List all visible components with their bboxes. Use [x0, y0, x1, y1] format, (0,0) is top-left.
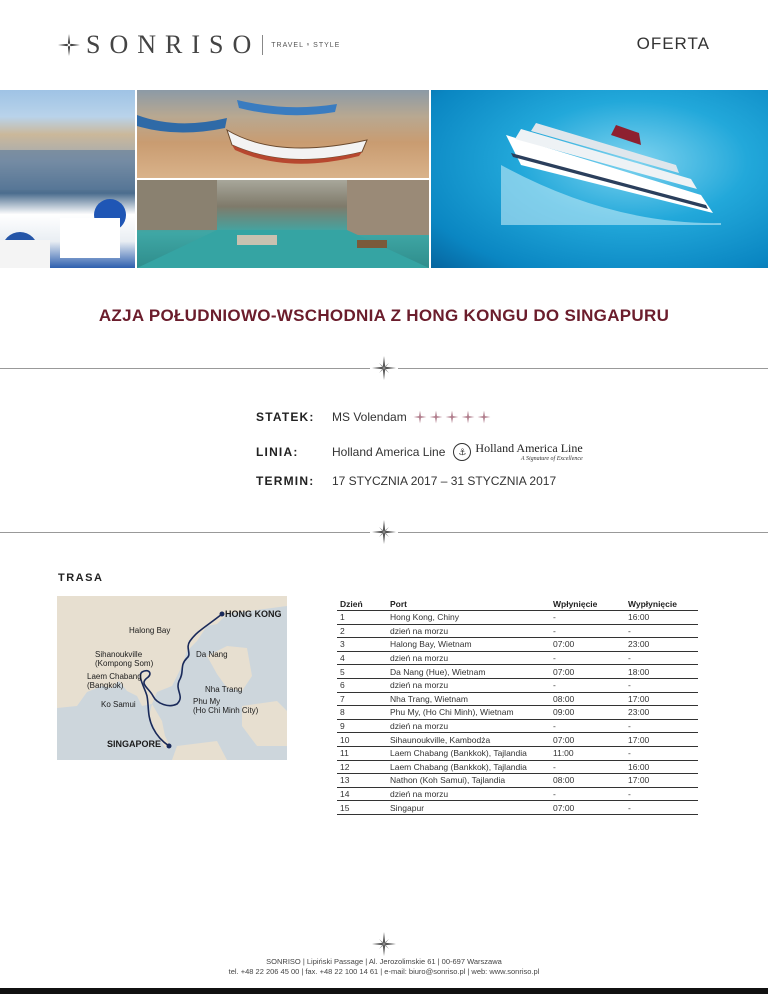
table-row — [337, 651, 698, 665]
day-cell: 2 — [337, 624, 387, 638]
day-cell: 12 — [337, 760, 387, 774]
departure-cell: - — [625, 746, 698, 760]
departure-cell: 16:00 — [625, 760, 698, 774]
holland-america-emblem-icon: ⚓ — [453, 443, 471, 461]
port-cell: dzień na morzu — [387, 651, 550, 665]
star-icon — [429, 410, 443, 424]
port-cell: Da Nang (Hue), Wietnam — [387, 665, 550, 679]
port-cell: Phu My, (Ho Chi Minh), Wietnam — [387, 706, 550, 720]
table-row — [337, 692, 698, 706]
table-row — [337, 760, 698, 774]
section-divider — [0, 354, 768, 384]
cruise-ship-photo — [431, 90, 768, 268]
departure-cell: - — [625, 801, 698, 815]
map-label-phu-my: Phu My — [193, 697, 221, 706]
map-label-kompong-som: (Kompong Som) — [95, 659, 154, 668]
logo-line-slogan: A Signature of Excellence — [520, 456, 583, 462]
departure-cell: - — [625, 787, 698, 801]
brand-tagline: TRAVEL ⁿ STYLE — [271, 41, 341, 49]
table-row — [337, 774, 698, 788]
itinerary-table — [337, 597, 698, 815]
day-cell: 10 — [337, 733, 387, 747]
table-row — [337, 719, 698, 733]
map-label-sihanoukville: Sihanoukville — [95, 650, 143, 659]
logo-line-name: Holland America Line — [475, 441, 583, 455]
map-label-laem-chabang: Laem Chabang — [87, 672, 142, 681]
ship-row — [256, 410, 676, 424]
term-label: TERMIN: — [256, 474, 315, 488]
column-header: Wypłynięcie — [628, 598, 677, 609]
table-row — [337, 733, 698, 747]
arrival-cell: 07:00 — [550, 638, 625, 652]
map-label-hong-kong: HONG KONG — [225, 609, 282, 619]
bottom-bar — [0, 988, 768, 994]
arrival-cell: 09:00 — [550, 706, 625, 720]
day-cell: 14 — [337, 787, 387, 801]
port-cell: dzień na morzu — [387, 624, 550, 638]
compass-star-icon — [372, 932, 396, 956]
term-value: 17 STYCZNIA 2017 – 31 STYCZNIA 2017 — [332, 474, 557, 488]
departure-cell: 17:00 — [625, 774, 698, 788]
map-label-halong: Halong Bay — [129, 626, 171, 635]
day-cell: 7 — [337, 692, 387, 706]
map-label-singapore: SINGAPORE — [107, 739, 162, 749]
route-map — [57, 596, 287, 760]
departure-cell: 23:00 — [625, 638, 698, 652]
star-icon — [445, 410, 459, 424]
compass-star-icon — [372, 356, 396, 380]
star-icon — [413, 410, 427, 424]
footer-address: SONRISO | Lipiński Passage | Al. Jerozolimskie 61 | 00-697 Warszawa — [266, 957, 502, 966]
port-cell: dzień na morzu — [387, 787, 550, 801]
departure-cell: - — [625, 719, 698, 733]
table-row — [337, 665, 698, 679]
arrival-cell: - — [550, 651, 625, 665]
port-cell: Nathon (Koh Samui), Tajlandia — [387, 774, 550, 788]
line-value — [332, 442, 583, 462]
departure-cell: 17:00 — [625, 692, 698, 706]
day-cell: 9 — [337, 719, 387, 733]
departure-cell: - — [625, 651, 698, 665]
day-cell: 3 — [337, 638, 387, 652]
departure-cell: 16:00 — [625, 611, 698, 625]
port-cell: dzień na morzu — [387, 678, 550, 692]
star-icon — [477, 410, 491, 424]
boats-on-beach-photo — [137, 90, 429, 178]
port-cell: Nha Trang, Wietnam — [387, 692, 550, 706]
day-cell: 4 — [337, 651, 387, 665]
table-row — [337, 678, 698, 692]
section-divider — [0, 518, 768, 548]
column-header: Dzień — [340, 598, 363, 609]
departure-cell: 18:00 — [625, 665, 698, 679]
footer-contact: tel. +48 22 206 45 00 | fax. +48 22 100 14 61 | e-mail: biuro@sonriso.pl | web: www.sonriso.pl — [228, 967, 540, 976]
arrival-cell: 07:00 — [550, 801, 625, 815]
star-icon — [461, 410, 475, 424]
term-row — [256, 474, 676, 488]
arrival-cell: 08:00 — [550, 774, 625, 788]
compass-star-icon — [372, 520, 396, 544]
arrival-cell: - — [550, 678, 625, 692]
port-cell: Singapur — [387, 801, 550, 815]
departure-cell: - — [625, 624, 698, 638]
line-label: LINIA: — [256, 445, 299, 459]
table-row — [337, 746, 698, 760]
map-label-da-nang: Da Nang — [196, 650, 228, 659]
day-cell: 11 — [337, 746, 387, 760]
departure-cell: - — [625, 678, 698, 692]
arrival-cell: - — [550, 719, 625, 733]
logo-separator — [262, 35, 263, 55]
page-title: AZJA POŁUDNIOWO-WSCHODNIA Z HONG KONGU DO SINGAPURU — [98, 306, 670, 325]
port-cell: Laem Chabang (Bankkok), Tajlandia — [387, 760, 550, 774]
header — [0, 0, 768, 90]
brand-logo — [58, 30, 340, 60]
port-cell: Hong Kong, Chiny — [387, 611, 550, 625]
table-row — [337, 787, 698, 801]
arrival-cell: - — [550, 787, 625, 801]
holland-america-logo — [453, 442, 582, 462]
table-row — [337, 638, 698, 652]
photo-collage — [0, 90, 768, 268]
route-heading: TRASA — [58, 572, 104, 584]
column-header: Port — [390, 598, 407, 609]
port-cell: Sihaunoukville, Kambodża — [387, 733, 550, 747]
port-cell: dzień na morzu — [387, 719, 550, 733]
santorini-photo — [0, 90, 135, 268]
ship-value — [332, 410, 493, 424]
arrival-cell: - — [550, 611, 625, 625]
map-label-nha-trang: Nha Trang — [205, 685, 243, 694]
port-cell: Laem Chabang (Bankkok), Tajlandia — [387, 746, 550, 760]
day-cell: 13 — [337, 774, 387, 788]
table-row — [337, 611, 698, 625]
day-cell: 6 — [337, 678, 387, 692]
table-row — [337, 801, 698, 815]
departure-cell: 17:00 — [625, 733, 698, 747]
footer — [0, 957, 768, 977]
departure-cell: 23:00 — [625, 706, 698, 720]
venice-canal-photo — [137, 180, 429, 268]
arrival-cell: 07:00 — [550, 733, 625, 747]
arrival-cell: 08:00 — [550, 692, 625, 706]
table-header-row — [337, 597, 698, 611]
day-cell: 1 — [337, 611, 387, 625]
day-cell: 5 — [337, 665, 387, 679]
map-label-ho-chi-minh: (Ho Chi Minh City) — [193, 706, 259, 715]
map-label-ko-samui: Ko Samui — [101, 700, 136, 709]
line-row — [256, 442, 676, 462]
ship-rating — [413, 410, 493, 424]
compass-star-icon — [58, 34, 80, 56]
arrival-cell: - — [550, 624, 625, 638]
ship-label: STATEK: — [256, 410, 315, 424]
arrival-cell: 11:00 — [550, 746, 625, 760]
port-cell: Halong Bay, Wietnam — [387, 638, 550, 652]
line-name: Holland America Line — [332, 445, 446, 459]
document-type: OFERTA — [636, 34, 710, 53]
arrival-cell: - — [550, 760, 625, 774]
day-cell: 15 — [337, 801, 387, 815]
footer-divider — [0, 930, 768, 960]
day-cell: 8 — [337, 706, 387, 720]
column-header: Wpłynięcie — [553, 598, 598, 609]
table-row — [337, 624, 698, 638]
ship-name: MS Volendam — [332, 410, 407, 424]
table-row — [337, 706, 698, 720]
map-label-bangkok: (Bangkok) — [87, 681, 124, 690]
brand-name: SONRISO — [86, 30, 261, 59]
arrival-cell: 07:00 — [550, 665, 625, 679]
